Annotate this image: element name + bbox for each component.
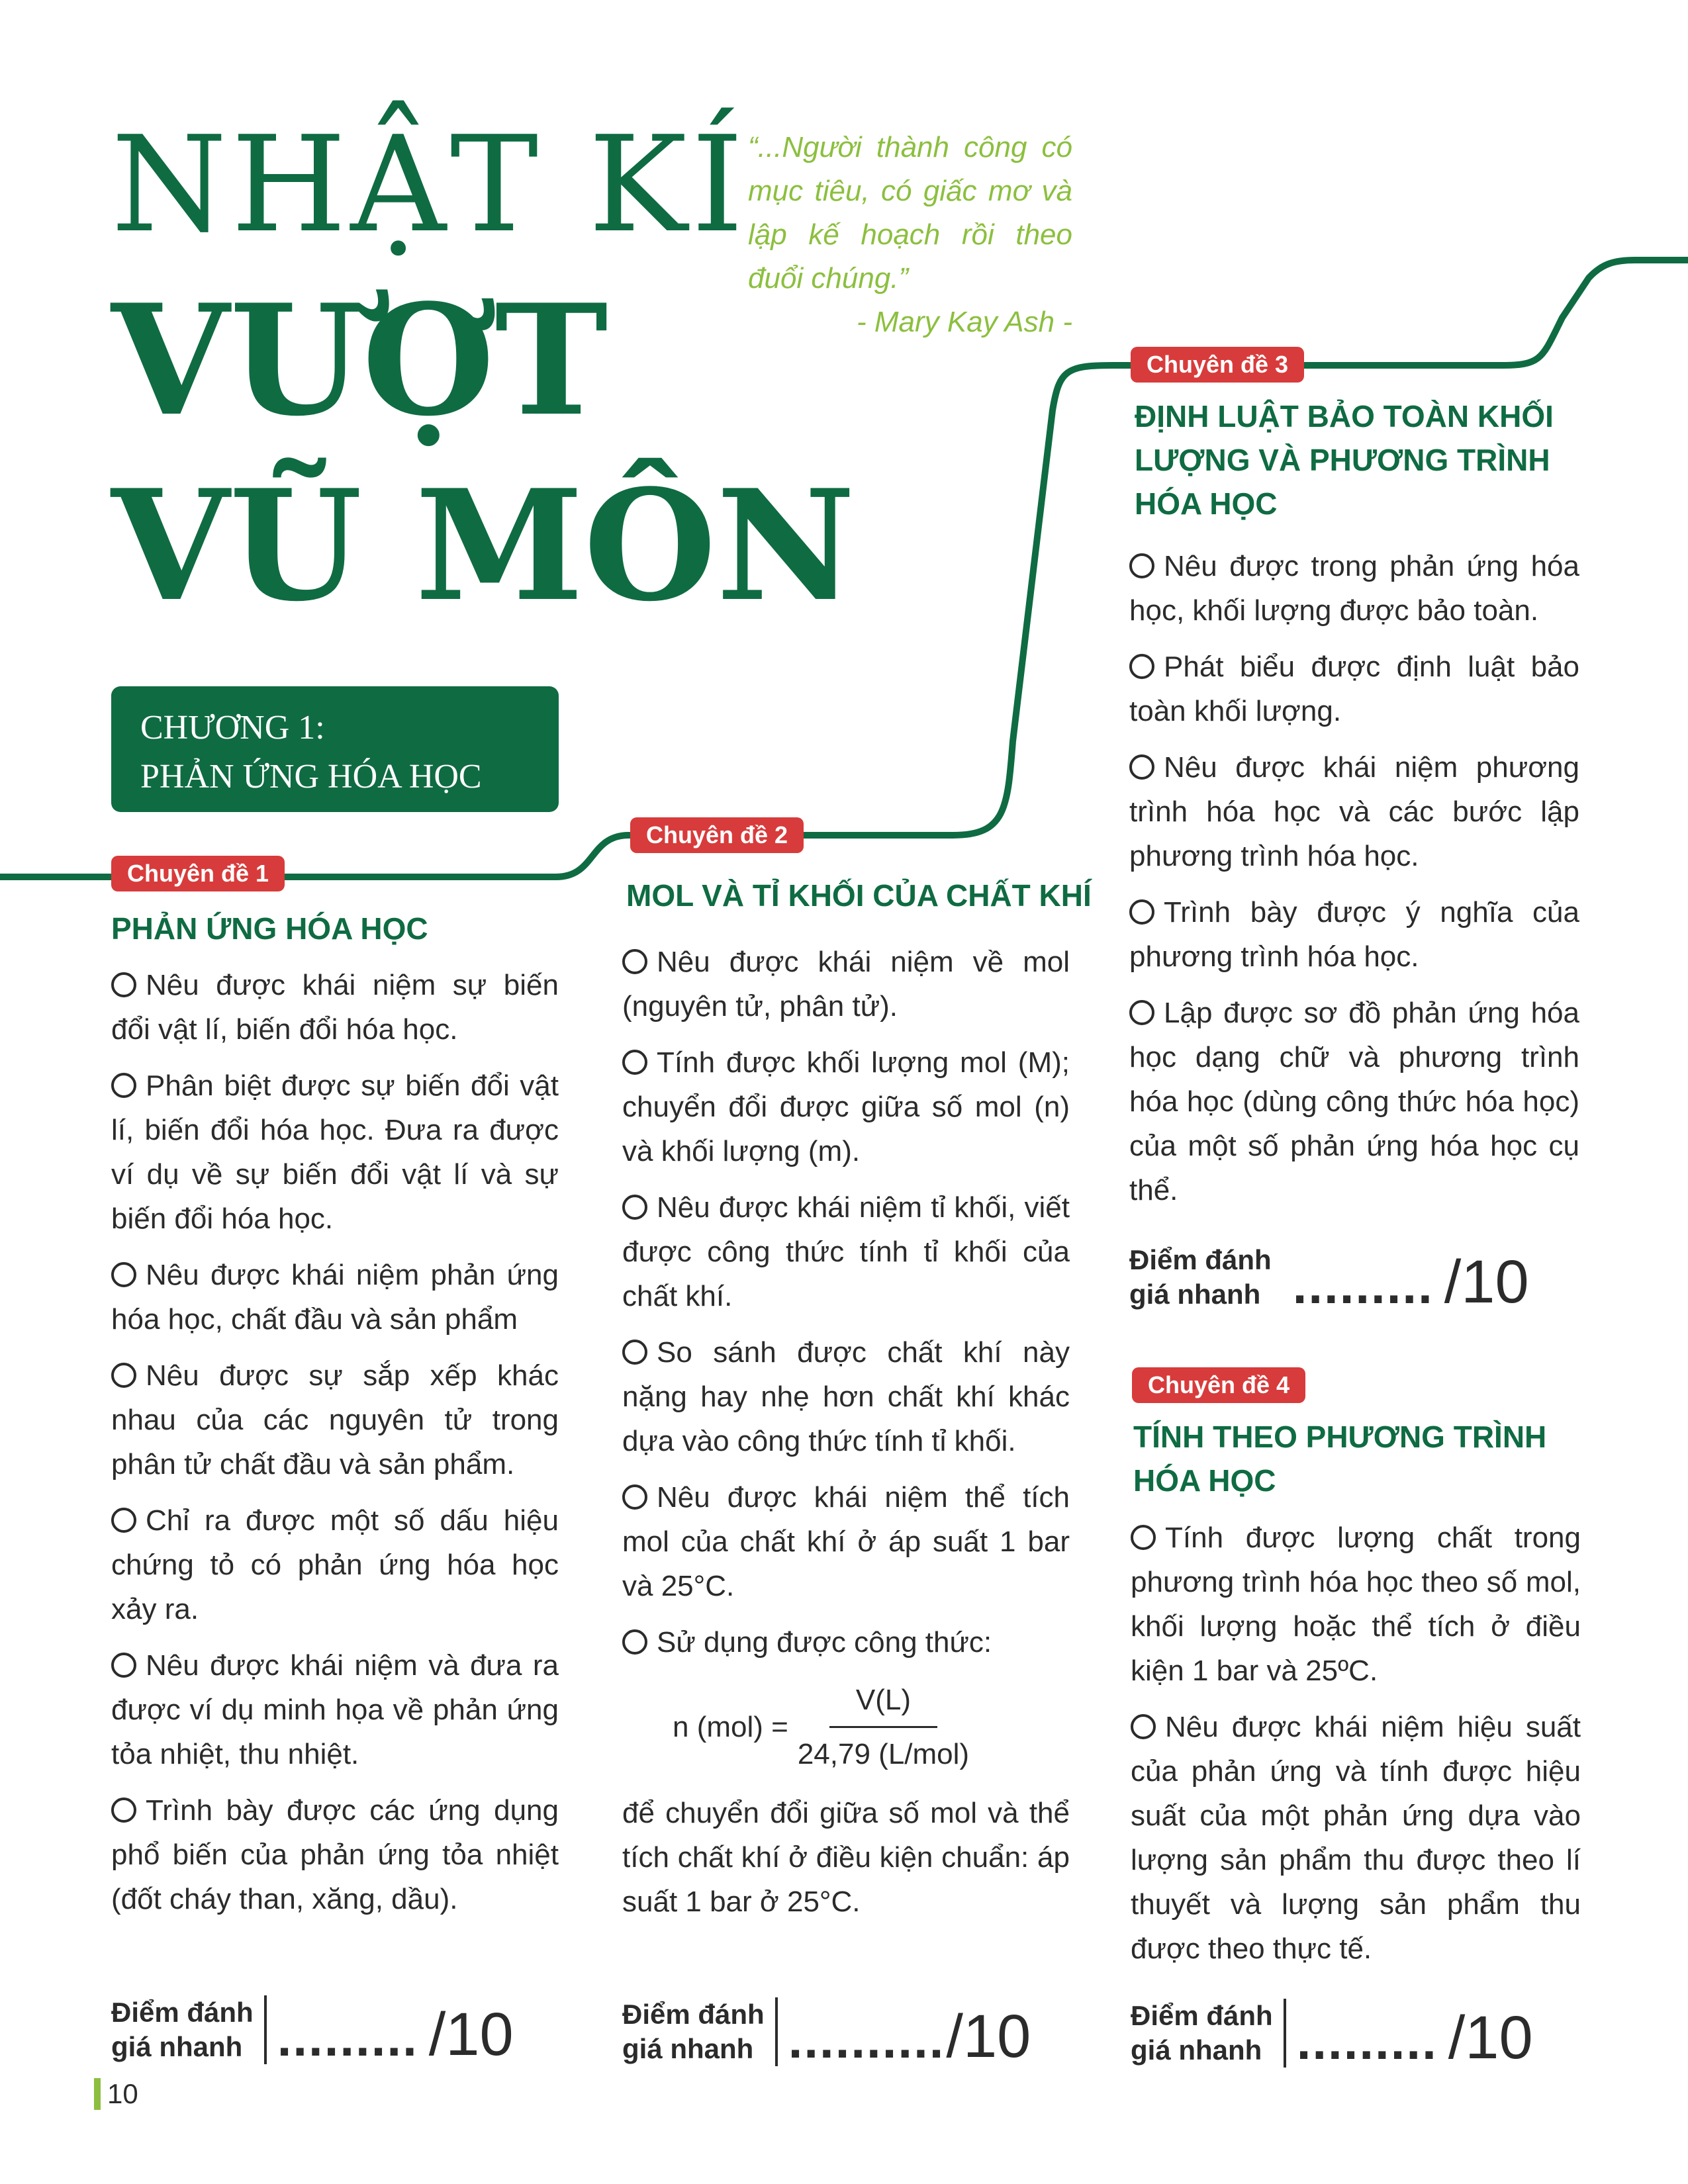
topic-2-score bbox=[622, 1997, 1031, 2070]
topic-1-item[interactable]: Phân biệt được sự biến đổi vật lí, biến đổi hóa học. Đưa ra được ví dụ về sự biến đổi vật lí và sự biến đổi hóa học. bbox=[111, 1069, 559, 1235]
topic-1-title: PHẢN ỨNG HÓA HỌC bbox=[111, 911, 428, 946]
topic-1-item[interactable]: Chỉ ra được một số dấu hiệu chứng tỏ có phản ứng hóa học xảy ra. bbox=[111, 1504, 559, 1625]
checkbox-circle-icon[interactable] bbox=[111, 972, 136, 997]
chapter-number: CHƯƠNG 1: bbox=[140, 709, 325, 747]
topic-2-tag: Chuyên đề 2 bbox=[630, 817, 804, 853]
formula-fraction bbox=[798, 1678, 969, 1776]
page-number: 10 bbox=[94, 2078, 138, 2110]
checkbox-circle-icon[interactable] bbox=[1129, 754, 1154, 780]
chapter-title: PHẢN ỨNG HÓA HỌC bbox=[140, 758, 482, 796]
topic-2-item[interactable]: Sử dụng được công thức: bbox=[622, 1620, 1070, 1664]
title-line-2: VƯỢT bbox=[111, 271, 608, 450]
checkbox-circle-icon[interactable] bbox=[622, 1340, 647, 1365]
checkbox-circle-icon[interactable] bbox=[111, 1653, 136, 1678]
mol-formula bbox=[673, 1678, 1070, 1776]
checkbox-circle-icon[interactable] bbox=[1129, 654, 1154, 679]
score-label: Điểm đánh giá nhanh bbox=[1131, 1999, 1286, 2068]
topic-2-title: MOL VÀ TỈ KHỐI CỦA CHẤT KHÍ bbox=[626, 878, 1092, 913]
score-max: /10 bbox=[428, 2001, 514, 2068]
topic-1-item[interactable]: Trình bày được các ứng dụng phổ biến của phản ứng tỏa nhiệt (đốt cháy than, xăng, dầu). bbox=[111, 1794, 559, 1915]
checkbox-circle-icon[interactable] bbox=[111, 1073, 136, 1098]
topic-3-score bbox=[1129, 1243, 1529, 1316]
title-line-1: NHẬT KÍ bbox=[111, 108, 748, 262]
score-label: Điểm đánh giá nhanh bbox=[1129, 1244, 1272, 1310]
topic-1-tag: Chuyên đề 1 bbox=[111, 856, 285, 891]
checkbox-circle-icon[interactable] bbox=[1131, 1714, 1156, 1739]
checkbox-circle-icon[interactable] bbox=[1131, 1525, 1156, 1550]
topic-3-title: ĐỊNH LUẬT BẢO TOÀN KHỐI LƯỢNG VÀ PHƯƠNG TRÌNH HÓA HỌC bbox=[1135, 399, 1554, 521]
score-max: /10 bbox=[1448, 2004, 1533, 2071]
topic-3-item[interactable]: Trình bày được ý nghĩa của phương trình hóa học. bbox=[1129, 896, 1579, 973]
score-blank[interactable]: ......... bbox=[1292, 1256, 1434, 1314]
topic-1-item[interactable]: Nêu được khái niệm phản ứng hóa học, chất đầu và sản phẩm bbox=[111, 1259, 559, 1336]
topic-3-tag: Chuyên đề 3 bbox=[1131, 347, 1304, 383]
topic-1-items bbox=[111, 963, 559, 1933]
topic-2-item[interactable]: Tính được khối lượng mol (M); chuyển đổi được giữa số mol (n) và khối lượng (m). bbox=[622, 1046, 1070, 1167]
checkbox-circle-icon[interactable] bbox=[622, 1629, 647, 1655]
checkbox-circle-icon[interactable] bbox=[1129, 1000, 1154, 1025]
topic-3-item[interactable]: Nêu được trong phản ứng hóa học, khối lượng được bảo toàn. bbox=[1129, 550, 1579, 627]
checkbox-circle-icon[interactable] bbox=[111, 1363, 136, 1388]
topic-2-item[interactable]: Nêu được khái niệm về mol (nguyên tử, phân tử). bbox=[622, 946, 1070, 1023]
checkbox-circle-icon[interactable] bbox=[1129, 899, 1154, 925]
quote-text: “...Người thành công có mục tiêu, có giấc mơ và lập kế hoạch rồi theo đuổi chúng.” bbox=[748, 131, 1072, 295]
checkbox-circle-icon[interactable] bbox=[111, 1508, 136, 1533]
formula-explanation: để chuyển đổi giữa số mol và thể tích chất khí ở điều kiện chuẩn: áp suất 1 bar ở 25°C. bbox=[622, 1797, 1070, 1918]
topic-2-item[interactable]: So sánh được chất khí này nặng hay nhẹ hơn chất khí khác dựa vào công thức tính tỉ khối. bbox=[622, 1336, 1070, 1457]
topic-4-tag: Chuyên đề 4 bbox=[1132, 1367, 1305, 1403]
topic-1-item[interactable]: Nêu được khái niệm sự biến đổi vật lí, biến đổi hóa học. bbox=[111, 969, 559, 1046]
score-max: /10 bbox=[1444, 1248, 1529, 1316]
topic-3-item[interactable]: Lập được sơ đồ phản ứng hóa học dạng chữ và phương trình hóa học (dùng công thức hóa học) của một số phản ứng hóa học cụ thể. bbox=[1129, 997, 1579, 1206]
topic-2-item[interactable]: Nêu được khái niệm thể tích mol của chất khí ở áp suất 1 bar và 25°C. bbox=[622, 1481, 1070, 1602]
score-blank[interactable]: .......... bbox=[788, 2011, 945, 2069]
formula-denominator: 24,79 (L/mol) bbox=[797, 1738, 970, 1770]
topic-4-item[interactable]: Nêu được khái niệm hiệu suất của phản ứng và tính được hiệu suất của một phản ứng dựa vào lượng sản phẩm thu được theo lí thuyết và lượng sản phẩm thu được theo thực tế. bbox=[1131, 1711, 1581, 1965]
topic-2-items bbox=[622, 940, 1070, 1936]
checkbox-circle-icon[interactable] bbox=[622, 1050, 647, 1075]
topic-4-items bbox=[1131, 1516, 1581, 1983]
chapter-box bbox=[111, 686, 559, 812]
topic-4-score bbox=[1131, 1999, 1533, 2071]
topic-2-item[interactable]: Nêu được khái niệm tỉ khối, viết được công thức tính tỉ khối của chất khí. bbox=[622, 1191, 1070, 1312]
checkbox-circle-icon[interactable] bbox=[111, 1262, 136, 1287]
topic-4-title: TÍNH THEO PHƯƠNG TRÌNH HÓA HỌC bbox=[1133, 1420, 1547, 1498]
score-blank[interactable]: ......... bbox=[277, 2009, 418, 2067]
score-blank[interactable]: ......... bbox=[1296, 2012, 1438, 2070]
score-label: Điểm đánh giá nhanh bbox=[622, 1997, 778, 2066]
topic-1-score bbox=[111, 1995, 514, 2068]
topic-3-item[interactable]: Phát biểu được định luật bảo toàn khối lượng. bbox=[1129, 651, 1579, 727]
topic-3-items bbox=[1129, 544, 1579, 1224]
topic-4-item[interactable]: Tính được lượng chất trong phương trình hóa học theo số mol, khối lượng hoặc thể tích ở điều kiện 1 bar và 25ºC. bbox=[1131, 1522, 1581, 1687]
quote bbox=[748, 126, 1072, 344]
checkbox-circle-icon[interactable] bbox=[622, 949, 647, 974]
quote-author: - Mary Kay Ash - bbox=[857, 306, 1072, 338]
topic-1-item[interactable]: Nêu được khái niệm và đưa ra được ví dụ minh họa về phản ứng tỏa nhiệt, thu nhiệt. bbox=[111, 1649, 559, 1770]
score-label: Điểm đánh giá nhanh bbox=[111, 1995, 267, 2064]
formula-numerator: V(L) bbox=[829, 1678, 937, 1728]
score-max: /10 bbox=[946, 2003, 1031, 2070]
checkbox-circle-icon[interactable] bbox=[622, 1484, 647, 1510]
topic-3-item[interactable]: Nêu được khái niệm phương trình hóa học và các bước lập phương trình hóa học. bbox=[1129, 751, 1579, 872]
formula-lhs: n (mol) = bbox=[673, 1711, 788, 1743]
topic-1-item[interactable]: Nêu được sự sắp xếp khác nhau của các nguyên tử trong phân tử chất đầu và sản phẩm. bbox=[111, 1359, 559, 1480]
title-line-3: VŨ MÔN bbox=[111, 457, 856, 635]
checkbox-circle-icon[interactable] bbox=[622, 1195, 647, 1220]
checkbox-circle-icon[interactable] bbox=[111, 1797, 136, 1823]
checkbox-circle-icon[interactable] bbox=[1129, 553, 1154, 578]
